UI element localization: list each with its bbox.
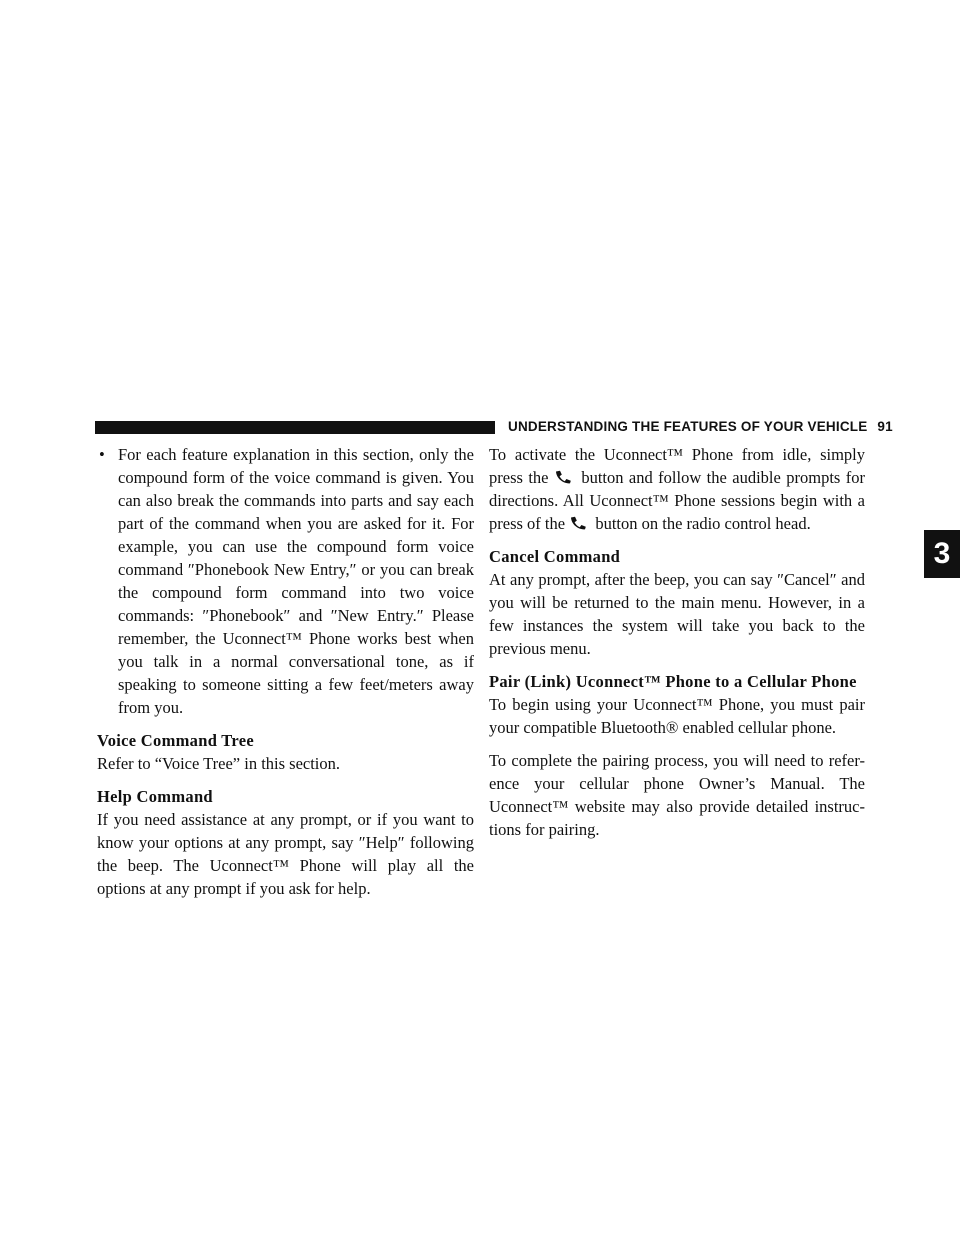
complete-pairing-text: To complete the pairing process, you will need to refer-ence your cellular phone Owner’s Manual. The Uconnect™ website may also provide detailed instruc-tions for pairing. [489, 751, 865, 839]
header-rule-bar [95, 421, 495, 434]
activate-text-3: button on the radio control head. [595, 514, 811, 533]
running-header [508, 419, 893, 434]
right-column [489, 443, 865, 841]
chapter-tab[interactable]: 3 [924, 530, 960, 578]
phone-icon [554, 470, 576, 484]
cancel-command-text: At any prompt, after the beep, you can say ″Cancel″ and you will be returned to the main menu. However, in a few instances the system will take you back to the previous menu. [489, 570, 865, 658]
cancel-command-heading: Cancel Command [489, 547, 621, 566]
phone-icon [569, 516, 591, 530]
activate-text-1: To activate the Uconnect™ Phone from idle, simply press the [489, 445, 865, 487]
pair-phone-text: To begin using your Uconnect™ Phone, you must pair your compatible Bluetooth® enabled cellular phone. [489, 695, 865, 737]
bullet-text: For each feature explanation in this section, only the compound form of the voice command is given. You can also break the commands into parts and say each part of the command when you are asked for it. For example, you can use the compound form voice command ″Phonebook New Entry,″ or you can break the compound form command into two voice commands: ″Phonebook″ and ″New Entry.″ Please remember, the Uconnect™ Phone works best when you talk in a normal conversational tone, as if speaking to someone sitting a few feet/meters away from you. [118, 445, 474, 717]
pair-phone-heading: Pair (Link) Uconnect™ Phone to a Cellular Phone [489, 672, 857, 691]
left-column [97, 443, 474, 900]
help-command-text: If you need assistance at any prompt, or if you want to know your options at any prompt, say ″Help″ following the beep. The Uconnect™ Phone will play all the options at any prompt if you ask for help. [97, 810, 474, 898]
help-command-heading: Help Command [97, 787, 213, 806]
activate-paragraph [489, 443, 865, 535]
list-item [97, 443, 474, 719]
bullet-icon: • [99, 445, 105, 464]
header-title: UNDERSTANDING THE FEATURES OF YOUR VEHICLE [508, 419, 868, 434]
voice-command-tree-text: Refer to “Voice Tree” in this section. [97, 754, 341, 773]
activate-text-2: button and follow the audible prompts for directions. All Uconnect™ Phone sessions begin with a press of the [489, 468, 865, 533]
voice-command-tree-heading: Voice Command Tree [97, 731, 254, 750]
page-number: 91 [877, 419, 893, 434]
